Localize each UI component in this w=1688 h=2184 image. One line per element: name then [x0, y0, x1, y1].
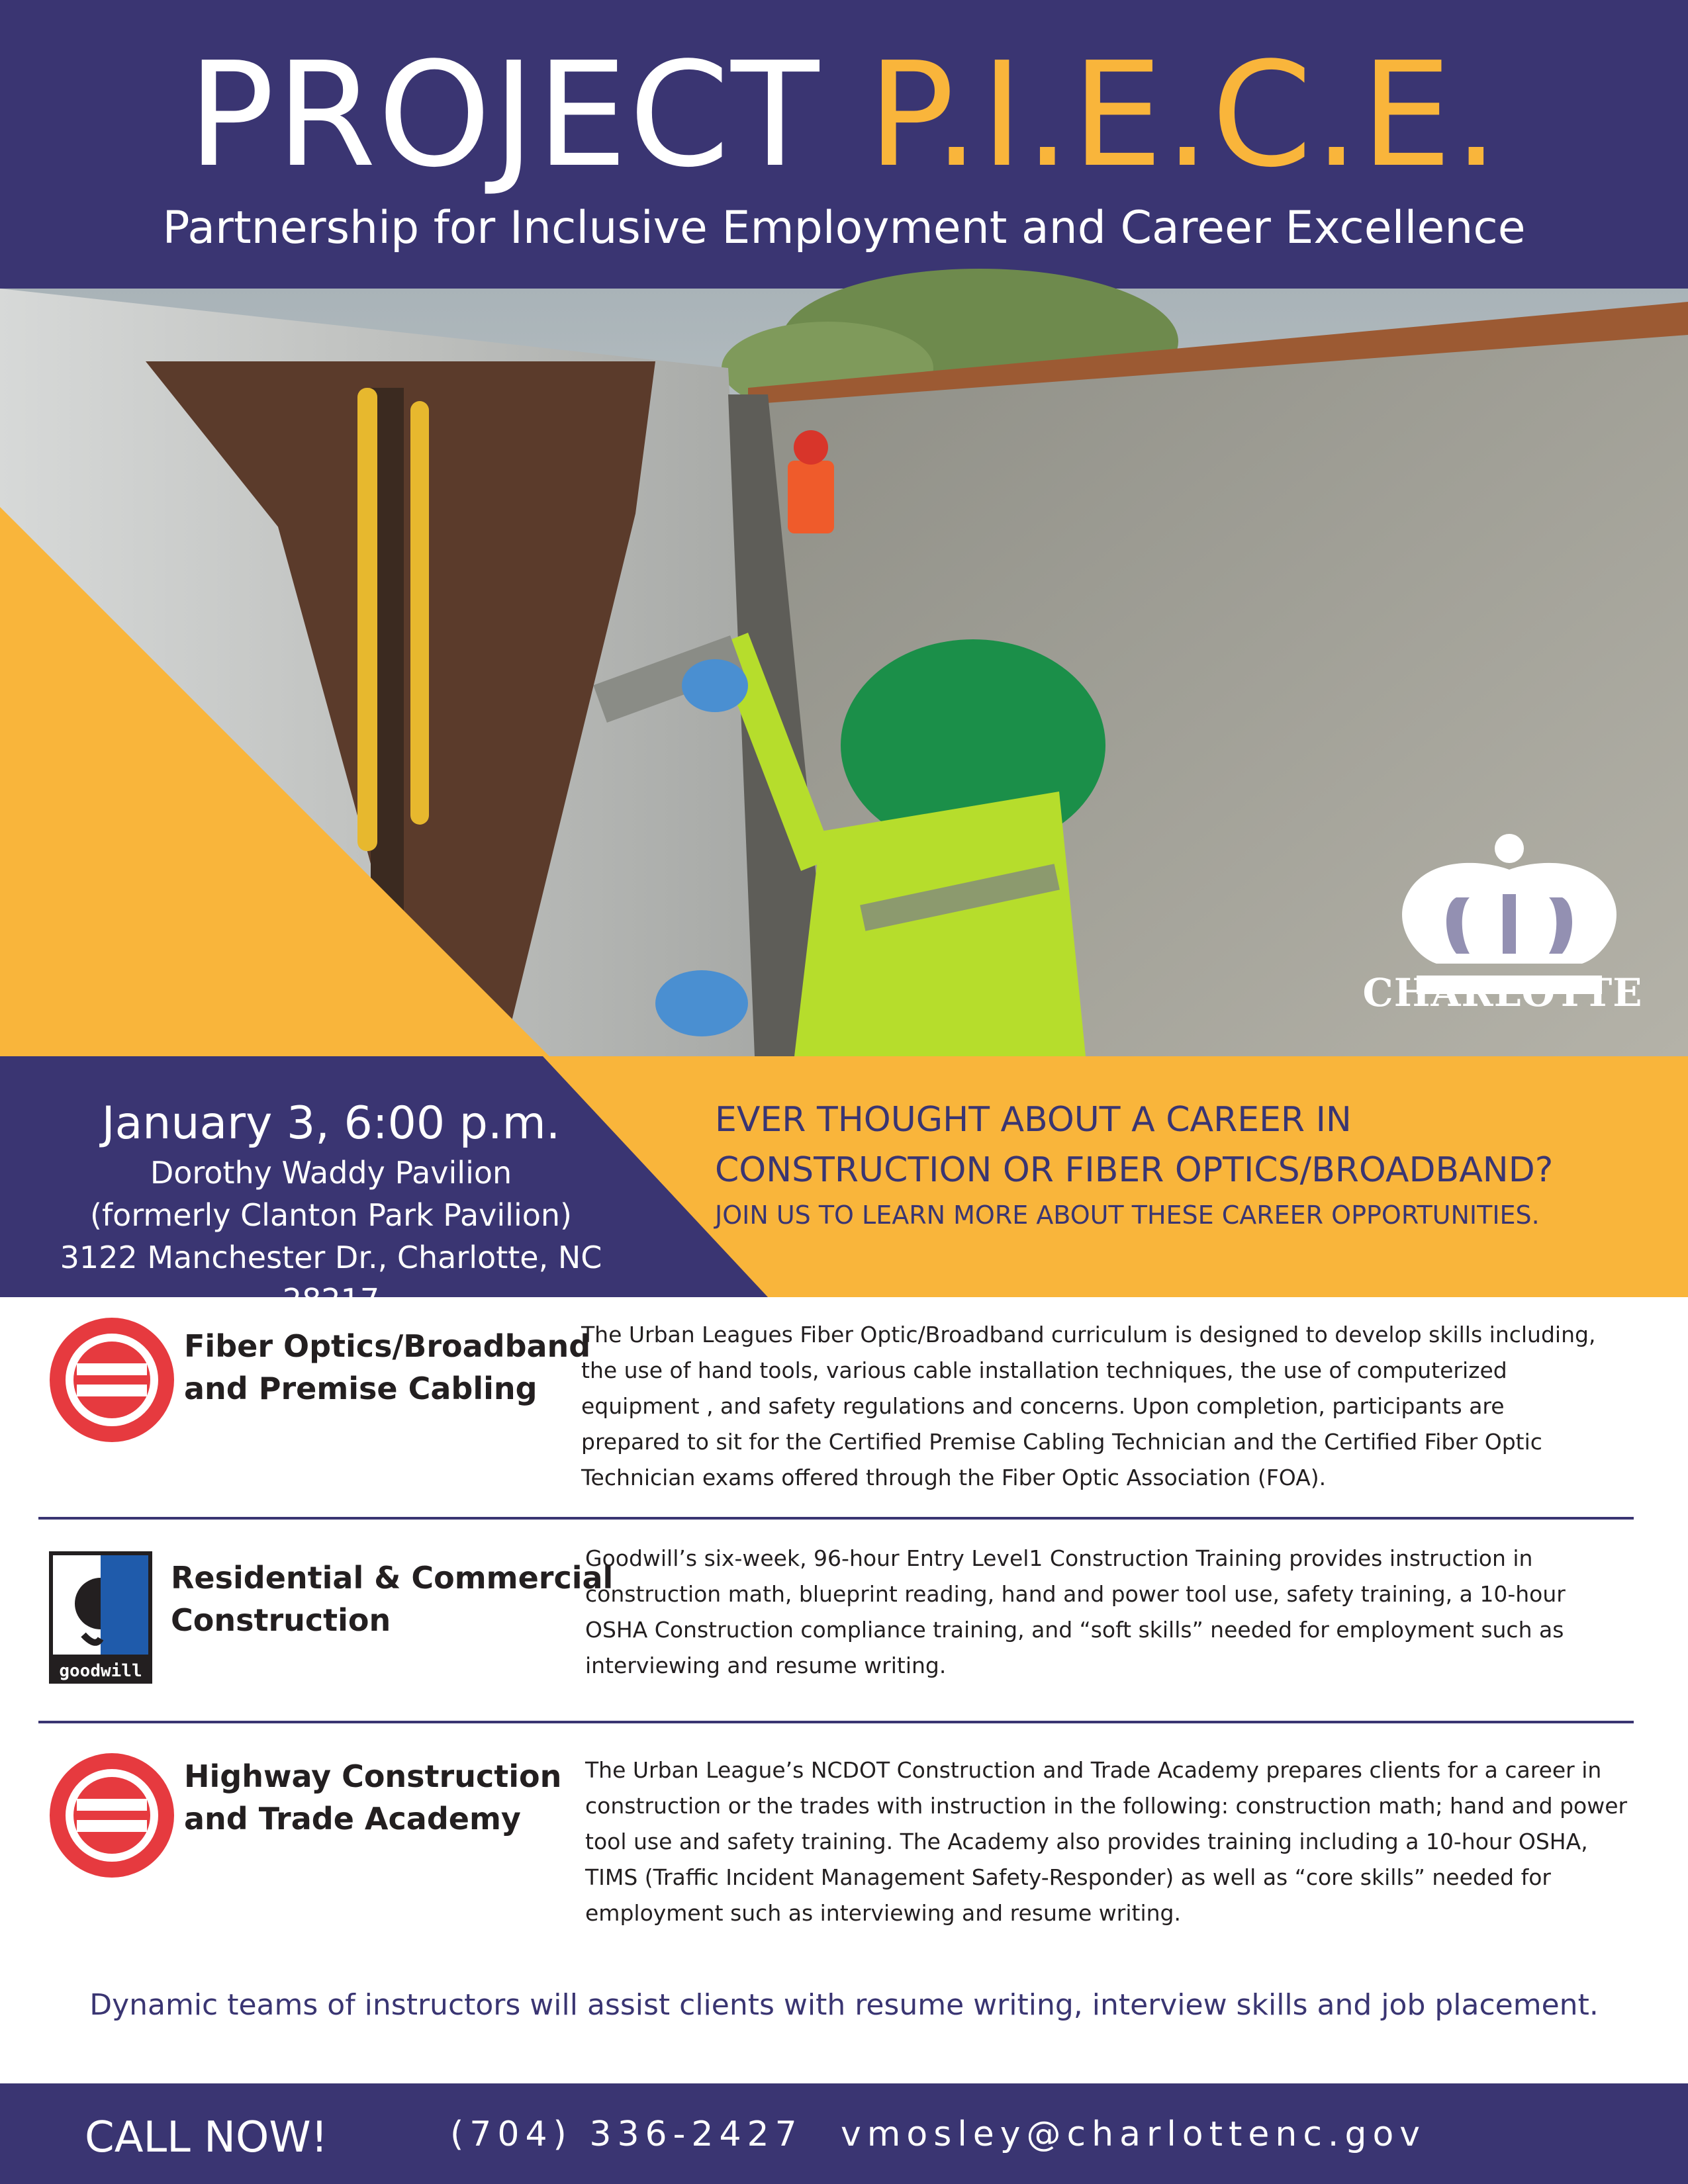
phone-link[interactable]: (704) 336-2427 [450, 2115, 803, 2154]
event-address: 3122 Manchester Dr., Charlotte, NC 28217 [60, 1240, 602, 1318]
program-description: The Urban Leagues Fiber Optic/Broadband curriculum is designed to develop skills including, the use of hand tools, various cable installation techniques, the use of computerized equipment , and safety regulations and concerns. Upon completion, participants are prepared to sit for the Certified Premise Cabling Technician and the Certified Fiber Optic Technician exams offered through the Fiber Optic Association (FOA). [581, 1322, 1596, 1490]
page-subtitle: Partnership for Inclusive Employment and Career Excellence [162, 202, 1526, 254]
callout-subline: JOIN US TO LEARN MORE ABOUT THESE CAREER OPPORTUNITIES. [715, 1201, 1540, 1230]
urban-league-icon [49, 1317, 175, 1443]
event-date: January 3, 6:00 p.m. [101, 1097, 561, 1150]
urban-league-icon [49, 1752, 175, 1878]
program-name: Residential & Commercial Construction [171, 1560, 614, 1638]
footer-contact-bar [0, 2083, 1688, 2184]
header-banner [0, 0, 1688, 289]
goodwill-logo-text: goodwill [59, 1661, 142, 1681]
event-details [26, 1096, 635, 1321]
program-name: Highway Construction and Trade Academy [184, 1758, 562, 1837]
section-divider [38, 1517, 1634, 1520]
event-band [0, 1056, 1688, 1318]
callout-line-1: EVER THOUGHT ABOUT A CAREER IN [715, 1100, 1352, 1140]
closing-statement: Dynamic teams of instructors will assist clients with resume writing, interview skills and job placement. [89, 1988, 1599, 2022]
callout-line-2: CONSTRUCTION OR FIBER OPTICS/BROADBAND? [715, 1150, 1554, 1190]
call-now-label: CALL NOW! [85, 2113, 328, 2162]
event-venue-note: (formerly Clanton Park Pavilion) [90, 1197, 572, 1233]
page-title [0, 32, 1688, 199]
program-description: The Urban League’s NCDOT Construction and Trade Academy prepares clients for a career in construction or the trades with instruction in the following: construction math; hand and power tool use and safety training. The Academy also provides training including a 10-hour OSHA, TIMS (Traffic Incident Management Safety-Responder) as well as “core skills” needed for employment such as interviewing and resume writing. [585, 1757, 1628, 1926]
hero-photo [0, 289, 1688, 1056]
career-callout [715, 1095, 1668, 1235]
title-main: PROJECT [187, 32, 868, 199]
email-link[interactable]: vmosley@charlottenc.gov [841, 2115, 1427, 2154]
event-venue: Dorothy Waddy Pavilion [150, 1155, 512, 1191]
program-description: Goodwill’s six-week, 96-hour Entry Level1 Construction Training provides instruction in construction math, blueprint reading, hand and power tool use, safety training, a 10-hour OSHA Construction compliance training, and “soft skills” needed for employment such as interviewing and resume writing. [585, 1545, 1566, 1678]
program-residential-commercial [0, 1541, 1688, 1700]
program-name: Fiber Optics/Broadband and Premise Cabling [184, 1328, 591, 1406]
charlotte-logo-text: CHARLOTTE [1362, 970, 1643, 1015]
title-accent: P.I.E.C.E. [867, 32, 1501, 199]
program-fiber-optics [0, 1317, 1688, 1509]
section-divider [38, 1721, 1634, 1723]
program-highway-construction [0, 1752, 1688, 1951]
